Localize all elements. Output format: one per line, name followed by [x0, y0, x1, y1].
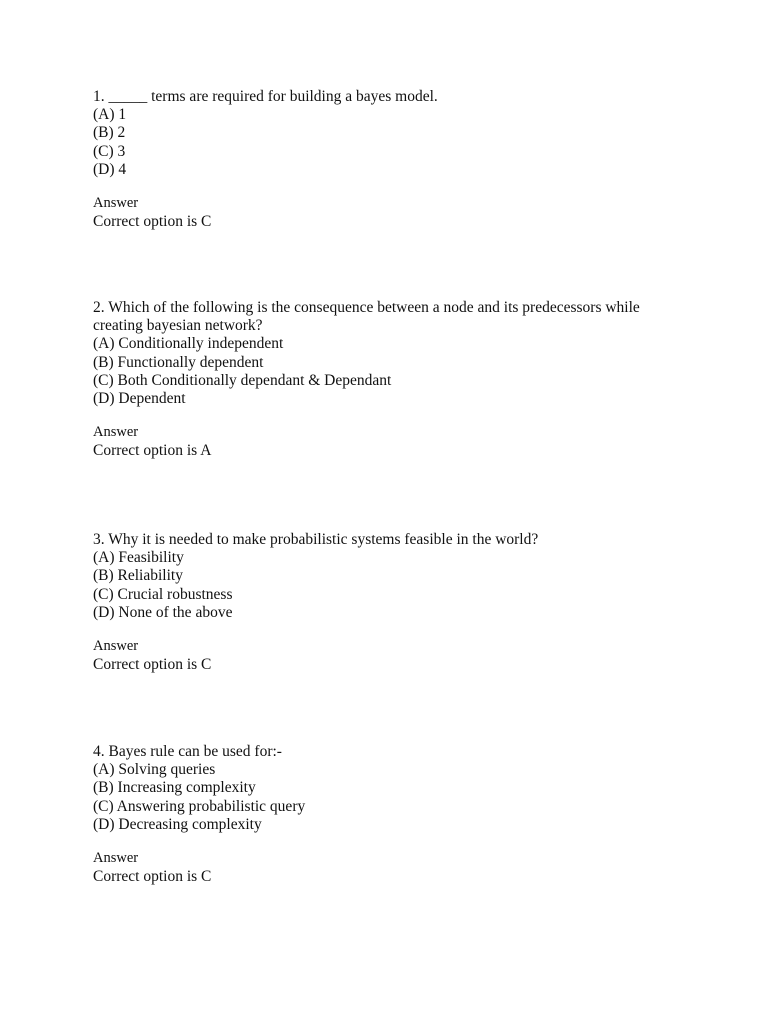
correct-answer: Correct option is A	[93, 441, 212, 459]
question-1	[93, 88, 693, 231]
option-b: (B) Reliability	[93, 567, 183, 585]
option-b: (B) 2	[93, 124, 126, 142]
option-c: (C) 3	[93, 142, 126, 160]
correct-answer: Correct option is C	[93, 867, 212, 885]
answer-label: Answer	[93, 424, 139, 441]
question-text: 1. _____ terms are required for building a bayes model.	[93, 88, 438, 105]
options-list	[93, 106, 693, 179]
answer-label: Answer	[93, 638, 139, 655]
option-d: (D) 4	[93, 160, 127, 178]
correct-answer: Correct option is C	[93, 655, 212, 673]
option-d: (D) Decreasing complexity	[93, 815, 262, 833]
question-text: 3. Why it is needed to make probabilistic systems feasible in the world?	[93, 531, 539, 548]
answer-block	[93, 424, 693, 460]
answer-block	[93, 850, 693, 886]
option-c: (C) Answering probabilistic query	[93, 797, 306, 815]
option-b: (B) Increasing complexity	[93, 779, 256, 797]
question-4	[93, 743, 693, 886]
option-b: (B) Functionally dependent	[93, 353, 264, 371]
question-text: 2. Which of the following is the consequence between a node and its predecessors while creating bayesian network?	[93, 299, 644, 335]
option-d: (D) None of the above	[93, 603, 233, 621]
option-d: (D) Dependent	[93, 390, 186, 408]
options-list	[93, 335, 693, 408]
question-3	[93, 531, 693, 674]
option-a: (A) Feasibility	[93, 549, 184, 567]
correct-answer: Correct option is C	[93, 212, 212, 230]
option-c: (C) Crucial robustness	[93, 585, 233, 603]
answer-block	[93, 638, 693, 674]
option-a: (A) Solving queries	[93, 761, 216, 779]
option-a: (A) Conditionally independent	[93, 335, 284, 353]
options-list	[93, 761, 693, 834]
options-list	[93, 549, 693, 622]
option-a: (A) 1	[93, 106, 127, 124]
answer-label: Answer	[93, 850, 139, 867]
question-text: 4. Bayes rule can be used for:-	[93, 743, 282, 760]
option-c: (C) Both Conditionally dependant & Dependant	[93, 371, 392, 389]
answer-label: Answer	[93, 195, 139, 212]
answer-block	[93, 195, 693, 231]
question-2	[93, 299, 693, 460]
